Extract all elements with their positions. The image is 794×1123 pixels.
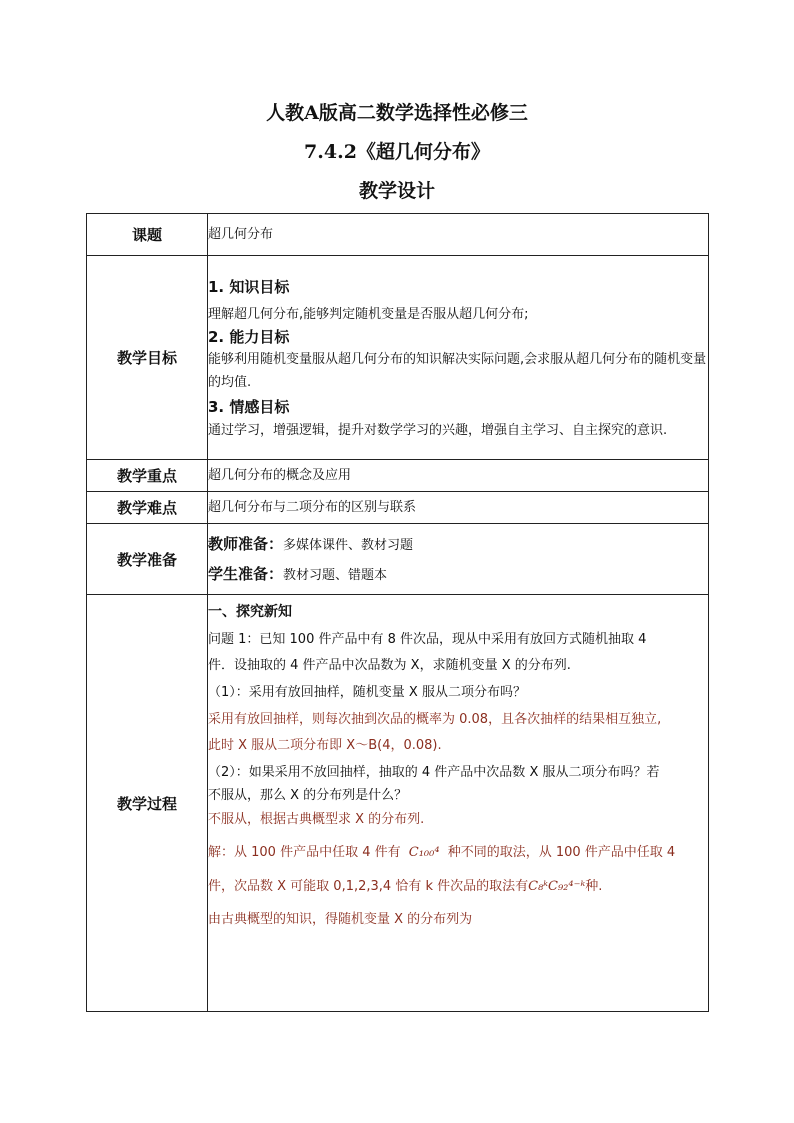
preparation-label: 教学准备: [87, 524, 208, 595]
topic-row: [87, 214, 709, 256]
objectives-row: [87, 256, 709, 460]
subquestion-1: （1）：采用有放回抽样，随机变量 X 服从二项分布吗？: [208, 684, 526, 700]
document-subtitle: 教学设计: [358, 180, 435, 202]
combination-k-formula: C₈ᵏC₉₂⁴⁻ᵏ: [528, 878, 586, 894]
preparation-row: [87, 524, 709, 595]
answer-1-line-1: 采用有放回抽样，则每次抽到次品的概率为 0.08，且各次抽样的结果相互独立,: [208, 711, 662, 727]
document-title: 人教A版高二数学选择性必修三: [266, 102, 528, 124]
difficulties-row: [87, 492, 709, 524]
key-points-label: 教学重点: [87, 460, 208, 492]
lesson-plan-table: [86, 213, 709, 1012]
solution-line-2-start: 件，次品数 X 可能取 0,1,2,3,4 恰有 k 件次品的取法有: [208, 878, 529, 894]
difficulties-label: 教学难点: [87, 492, 208, 524]
solution-line-2-end: 种.: [585, 878, 603, 894]
solution-line-2: [208, 878, 708, 896]
section-heading: 一、探究新知: [208, 604, 292, 620]
objectives-label: 教学目标: [87, 256, 208, 460]
lesson-title: 7.4.2《超几何分布》: [304, 141, 490, 163]
solution-line-1-start: 解：从 100 件产品中任取 4 件有: [208, 845, 401, 861]
answer-2: 不服从，根据古典概型求 X 的分布列.: [208, 811, 425, 827]
ability-objective-text: 能够利用随机变量服从超几何分布的知识解决实际问题,会求服从超几何分布的随机变量的均值.: [208, 352, 707, 391]
key-points-value: 超几何分布的概念及应用: [208, 460, 709, 492]
emotion-objective-text: 通过学习，增强逻辑，提升对数学学习的兴趣，增强自主学习、自主探究的意识.: [208, 423, 668, 439]
solution-line-3: 由古典概型的知识，得随机变量 X 的分布列为: [208, 912, 473, 928]
subquestion-2-line-1: （2）：如果采用不放回抽样，抽取的 4 件产品中次品数 X 服从二项分布吗？若: [208, 764, 660, 780]
difficulties-value: 超几何分布与二项分布的区别与联系: [208, 492, 709, 524]
process-content: [208, 595, 709, 1012]
ability-objective-heading: 2. 能力目标: [208, 328, 290, 347]
topic-value: 超几何分布: [208, 214, 709, 256]
process-row: [87, 595, 709, 1012]
objectives-content: [208, 256, 709, 460]
teacher-prep-label: 教师准备：: [208, 534, 284, 553]
student-prep-value: 教材习题、错题本: [283, 567, 388, 583]
preparation-content: [208, 524, 709, 595]
combination-total-formula: C₁₀₀⁴: [408, 845, 440, 861]
solution-line-1: [208, 844, 708, 862]
emotion-objective-heading: 3. 情感目标: [208, 397, 290, 416]
question-1-line-1: 问题 1：已知 100 件产品中有 8 件次品，现从中采用有放回方式随机抽取 4: [208, 631, 647, 647]
student-prep-label: 学生准备：: [208, 564, 284, 583]
teacher-prep-value: 多媒体课件、教材习题: [283, 537, 414, 553]
key-points-row: [87, 460, 709, 492]
knowledge-objective-heading: 1. 知识目标: [208, 278, 290, 297]
knowledge-objective-text: 理解超几何分布,能够判定随机变量是否服从超几何分布;: [208, 306, 529, 322]
subquestion-2-line-2: 不服从，那么 X 的分布列是什么？: [208, 788, 408, 804]
topic-label: 课题: [87, 214, 208, 256]
solution-line-1-end: 种不同的取法，从 100 件产品中任取 4: [447, 845, 676, 861]
question-1-line-2: 件．设抽取的 4 件产品中次品数为 X，求随机变量 X 的分布列.: [208, 658, 571, 674]
answer-1-line-2: 此时 X 服从二项分布即 X～B(4，0.08).: [208, 738, 442, 754]
process-label: 教学过程: [87, 595, 208, 1012]
